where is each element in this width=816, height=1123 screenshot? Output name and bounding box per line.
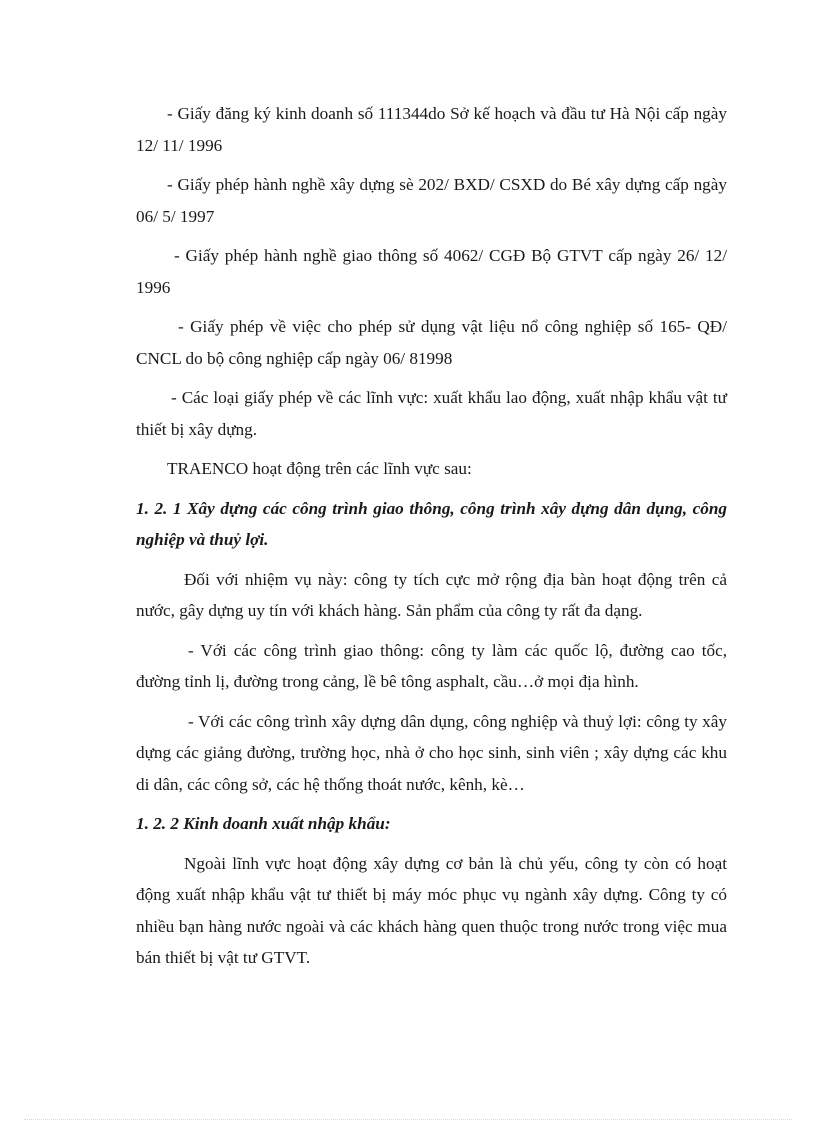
section1-paragraph-transport: - Với các công trình giao thông: công ty làm các quốc lộ, đường cao tốc, đường tỉnh lị, đường trong cảng, lề bê tông asphalt, cầu…ở mọi địa hình. [136, 640, 727, 691]
section-heading-construction: 1. 2. 1 Xây dựng các công trình giao thông, công trình xây dựng dân dụng, công nghiệp và thuỷ lợi. [136, 498, 727, 549]
document-body [136, 98, 727, 982]
section-heading-import-export: 1. 2. 2 Kinh doanh xuất nhập khẩu: [136, 814, 391, 833]
license-transport-practice: - Giấy phép hành nghề giao thông số 4062/ CGĐ Bộ GTVT cấp ngày 26/ 12/ 1996 [136, 246, 727, 297]
license-explosives: - Giấy phép về việc cho phép sử dụng vật liệu nổ công nghiệp số 165- QĐ/ CNCL do bộ công nghiệp cấp ngày 06/ 81998 [136, 317, 727, 368]
section1-paragraph-civil: - Với các công trình xây dựng dân dụng, công nghiệp và thuỷ lợi: công ty xây dựng các giảng đường, trường học, nhà ở cho học sinh, sinh viên ; xây dựng các khu di dân, các công sở, các hệ thống thoát nước, kênh, kè… [136, 711, 727, 794]
page-bottom-divider [24, 1119, 792, 1120]
license-construction-practice: - Giấy phép hành nghề xây dựng sè 202/ BXD/ CSXD do Bé xây dựng cấp ngày 06/ 5/ 1997 [136, 175, 727, 226]
license-other-fields: - Các loại giấy phép về các lĩnh vực: xuất khẩu lao động, xuất nhập khẩu vật tư thiết bị xây dựng. [136, 388, 727, 439]
fields-intro: TRAENCO hoạt động trên các lĩnh vực sau: [167, 459, 472, 478]
section1-paragraph-overview: Đối với nhiệm vụ này: công ty tích cực mở rộng địa bàn hoạt động trên cả nước, gây dựng uy tín với khách hàng. Sản phẩm của công ty rất đa dạng. [136, 569, 727, 620]
section2-paragraph-import-export: Ngoài lĩnh vực hoạt động xây dựng cơ bản là chủ yếu, công ty còn có hoạt động xuất nhập khẩu vật tư thiết bị máy móc phục vụ ngành xây dựng. Công ty có nhiều bạn hàng nước ngoài và các khách hàng quen thuộc trong nước trong việc mua bán thiết bị vật tư GTVT. [136, 853, 727, 967]
license-business-registration: - Giấy đăng ký kinh doanh số 111344do Sở kế hoạch và đầu tư Hà Nội cấp ngày 12/ 11/ 1996 [136, 104, 727, 155]
